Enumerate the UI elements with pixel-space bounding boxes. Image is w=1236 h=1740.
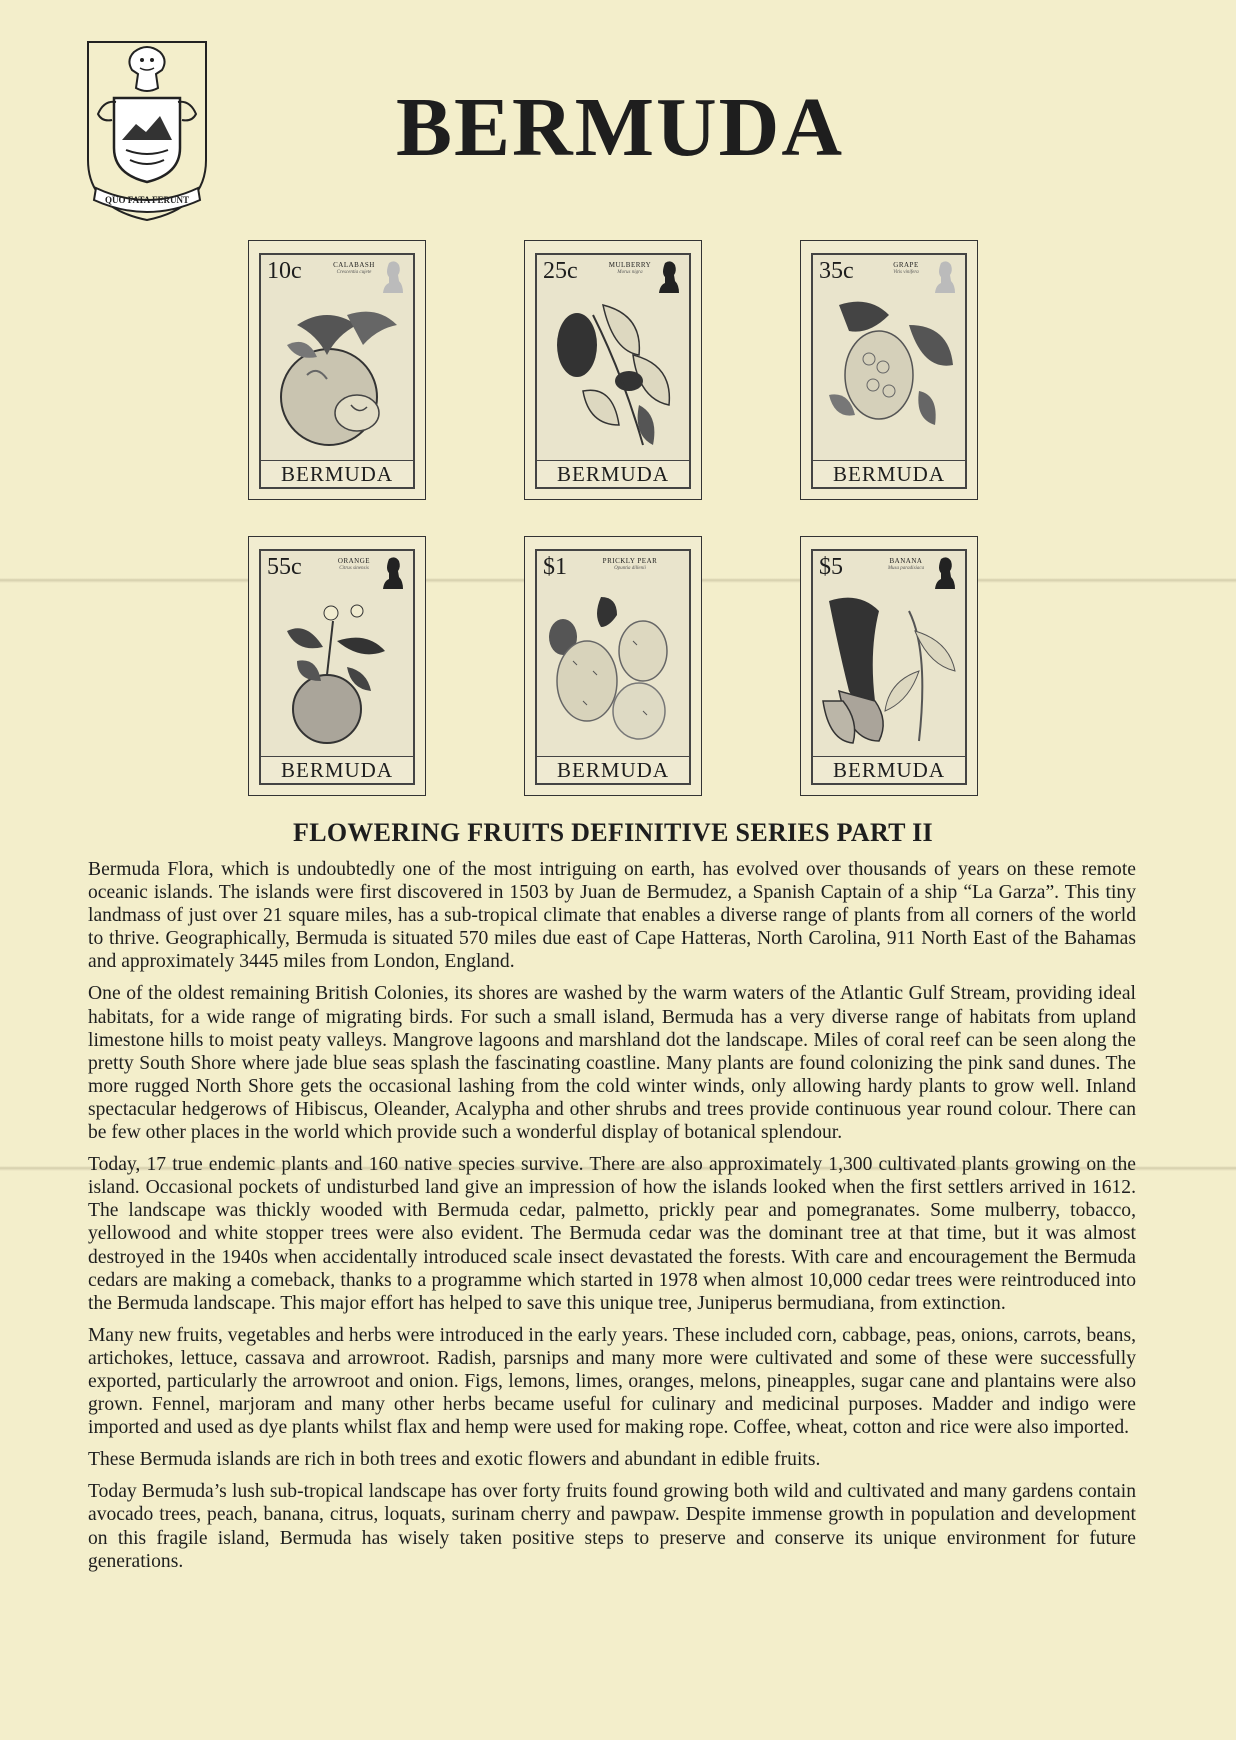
stamp-fruit-name: CALABASH — [333, 261, 375, 269]
stamp-value: $5 — [819, 554, 843, 580]
queen-silhouette-icon — [657, 259, 681, 293]
stamp-scientific-name: Citrus sinensis — [339, 566, 369, 571]
paragraph: Many new fruits, vegetables and herbs were introduced in the early years. These included corn, cabbage, peas, onions, carrots, beans, artichokes, lettuce, cassava and arrowroot. Radish, parsnips and many more were cultivated and some of these were successfully exported, particularly the arrowroot and onion. Figs, lemons, limes, oranges, melons, pineapples, sugar cane and plantains were also grown. Fennel, marjoram and many other herbs became useful for culinary and medicinal purposes. Madder and indigo were imported and used as dye plants whilst flax and hemp were used for making rope. Coffee, wheat, cotton and rice were also imported. — [88, 1324, 1136, 1439]
queen-silhouette-icon — [933, 555, 957, 589]
stamp-value: $1 — [543, 554, 567, 580]
stamp-scientific-name: Vitis vinifera — [893, 270, 919, 275]
queen-silhouette-icon — [381, 555, 405, 589]
prickly-pear-illustration — [543, 591, 685, 747]
stamp-fruit-name: ORANGE — [337, 557, 371, 565]
paragraph: These Bermuda islands are rich in both trees and exotic flowers and abundant in edible fruits. — [88, 1449, 821, 1471]
stamp-country: BERMUDA — [261, 460, 413, 487]
stamp-scientific-name: Musa paradisiaca — [887, 566, 925, 571]
page-title: BERMUDA — [396, 81, 844, 174]
series-title: FLOWERING FRUITS DEFINITIVE SERIES PART II — [293, 818, 933, 847]
stamp-banana — [800, 536, 978, 796]
stamp-grape — [800, 240, 978, 500]
paragraph: Today, 17 true endemic plants and 160 native species survive. There are also approximately 1,300 cultivated plants growing on the island. Occasional pockets of undisturbed land give an impression of how the islands looked when the first settlers arrived in 1612. The landscape was thickly wooded with Bermuda cedar, palmetto, prickly pear and pomegranates. Some mulberry, tobacco, yellowood and white stopper trees were also evident. The Bermuda cedar was the dominant tree at that time, but it was almost destroyed in the 1940s when accidentally introduced scale insect devastated the forests. With care and encouragement the Bermuda cedars are making a comeback, thanks to a programme which started in 1978 when almost 10,000 cedar trees were reintroduced into the Bermuda landscape. This major effort has helped to save this unique tree, Juniperus bermudiana, from extinction. — [88, 1154, 1136, 1314]
stamp-country: BERMUDA — [261, 756, 413, 783]
stamp-fruit-name: GRAPE — [893, 261, 919, 269]
stamp-value: 35c — [819, 258, 854, 284]
stamp-country: BERMUDA — [813, 460, 965, 487]
paragraph: Today Bermuda’s lush sub-tropical landscape has over forty fruits found growing both wild and cultivated and many gardens contain avocado trees, peach, banana, citrus, loquats, surinam cherry and pawpaw. Despite immense growth in population and development on this fragile island, Bermuda has wisely taken positive steps to preserve and conserve its unique environment for future generations. — [88, 1481, 1136, 1572]
queen-silhouette-icon — [381, 259, 405, 293]
crest-motto: QUO FATA FERUNT — [104, 195, 190, 205]
grape-illustration — [819, 295, 961, 451]
mulberry-illustration — [543, 295, 685, 451]
stamp-scientific-name: Crescentia cujete — [336, 270, 372, 275]
paragraph: One of the oldest remaining British Colonies, its shores are washed by the warm waters of the Atlantic Gulf Stream, providing ideal habitats, for a wide range of migrating birds. For such a small island, Bermuda has a very diverse range of habitats from upland limestone hills to moist peaty valleys. Mangrove lagoons and marshland dot the landscape. Miles of coral reef can be seen along the pretty South Shore where jade blue seas splash the fascinating coastline. Many plants are found colonizing the pink sand dunes. The more rugged North Shore gets the occasional lashing from the cold winter winds, only allowing hardy plants to grow well. Inland spectacular hedgerows of Hibiscus, Oleander, Acalypha and other shrubs and trees provide continuous year round colour. There can be few other places in the world which provide such a wonderful display of botanical splendour. — [88, 983, 1136, 1144]
stamp-country: BERMUDA — [537, 460, 689, 487]
bermuda-coat-of-arms — [86, 40, 208, 222]
stamp-fruit-name: MULBERRY — [608, 261, 652, 269]
stamp-prickly-pear — [524, 536, 702, 796]
stamp-fruit-name: PRICKLY PEAR — [602, 557, 658, 565]
orange-illustration — [267, 591, 409, 747]
banana-illustration — [819, 591, 961, 747]
stamp-mulberry — [524, 240, 702, 500]
stamp-value: 55c — [267, 554, 302, 580]
stamp-value: 10c — [267, 258, 302, 284]
stamp-country: BERMUDA — [537, 756, 689, 783]
article-body — [88, 858, 1136, 1582]
stamp-country: BERMUDA — [813, 756, 965, 783]
stamp-calabash — [248, 240, 426, 500]
stamp-set — [248, 240, 978, 796]
queen-silhouette-icon — [933, 259, 957, 293]
stamp-scientific-name: Morus nigra — [617, 270, 643, 275]
stamp-fruit-name: BANANA — [889, 557, 923, 565]
stamp-scientific-name: Opuntia dillenii — [614, 566, 646, 571]
stamp-value: 25c — [543, 258, 578, 284]
calabash-illustration — [267, 295, 409, 451]
stamp-orange — [248, 536, 426, 796]
paragraph: Bermuda Flora, which is undoubtedly one of the most intriguing on earth, has evolved over thousands of years on these remote oceanic islands. The islands were first discovered in 1503 by Juan de Bermudez, a Spanish Captain of a ship “La Garza”. This tiny landmass of just over 21 square miles, has a sub-tropical climate that enables a diverse range of plants from all corners of the world to thrive. Geographically, Bermuda is situated 570 miles due east of Cape Hatteras, North Carolina, 911 North East of the Bahamas and approximately 3445 miles from London, England. — [88, 859, 1136, 973]
